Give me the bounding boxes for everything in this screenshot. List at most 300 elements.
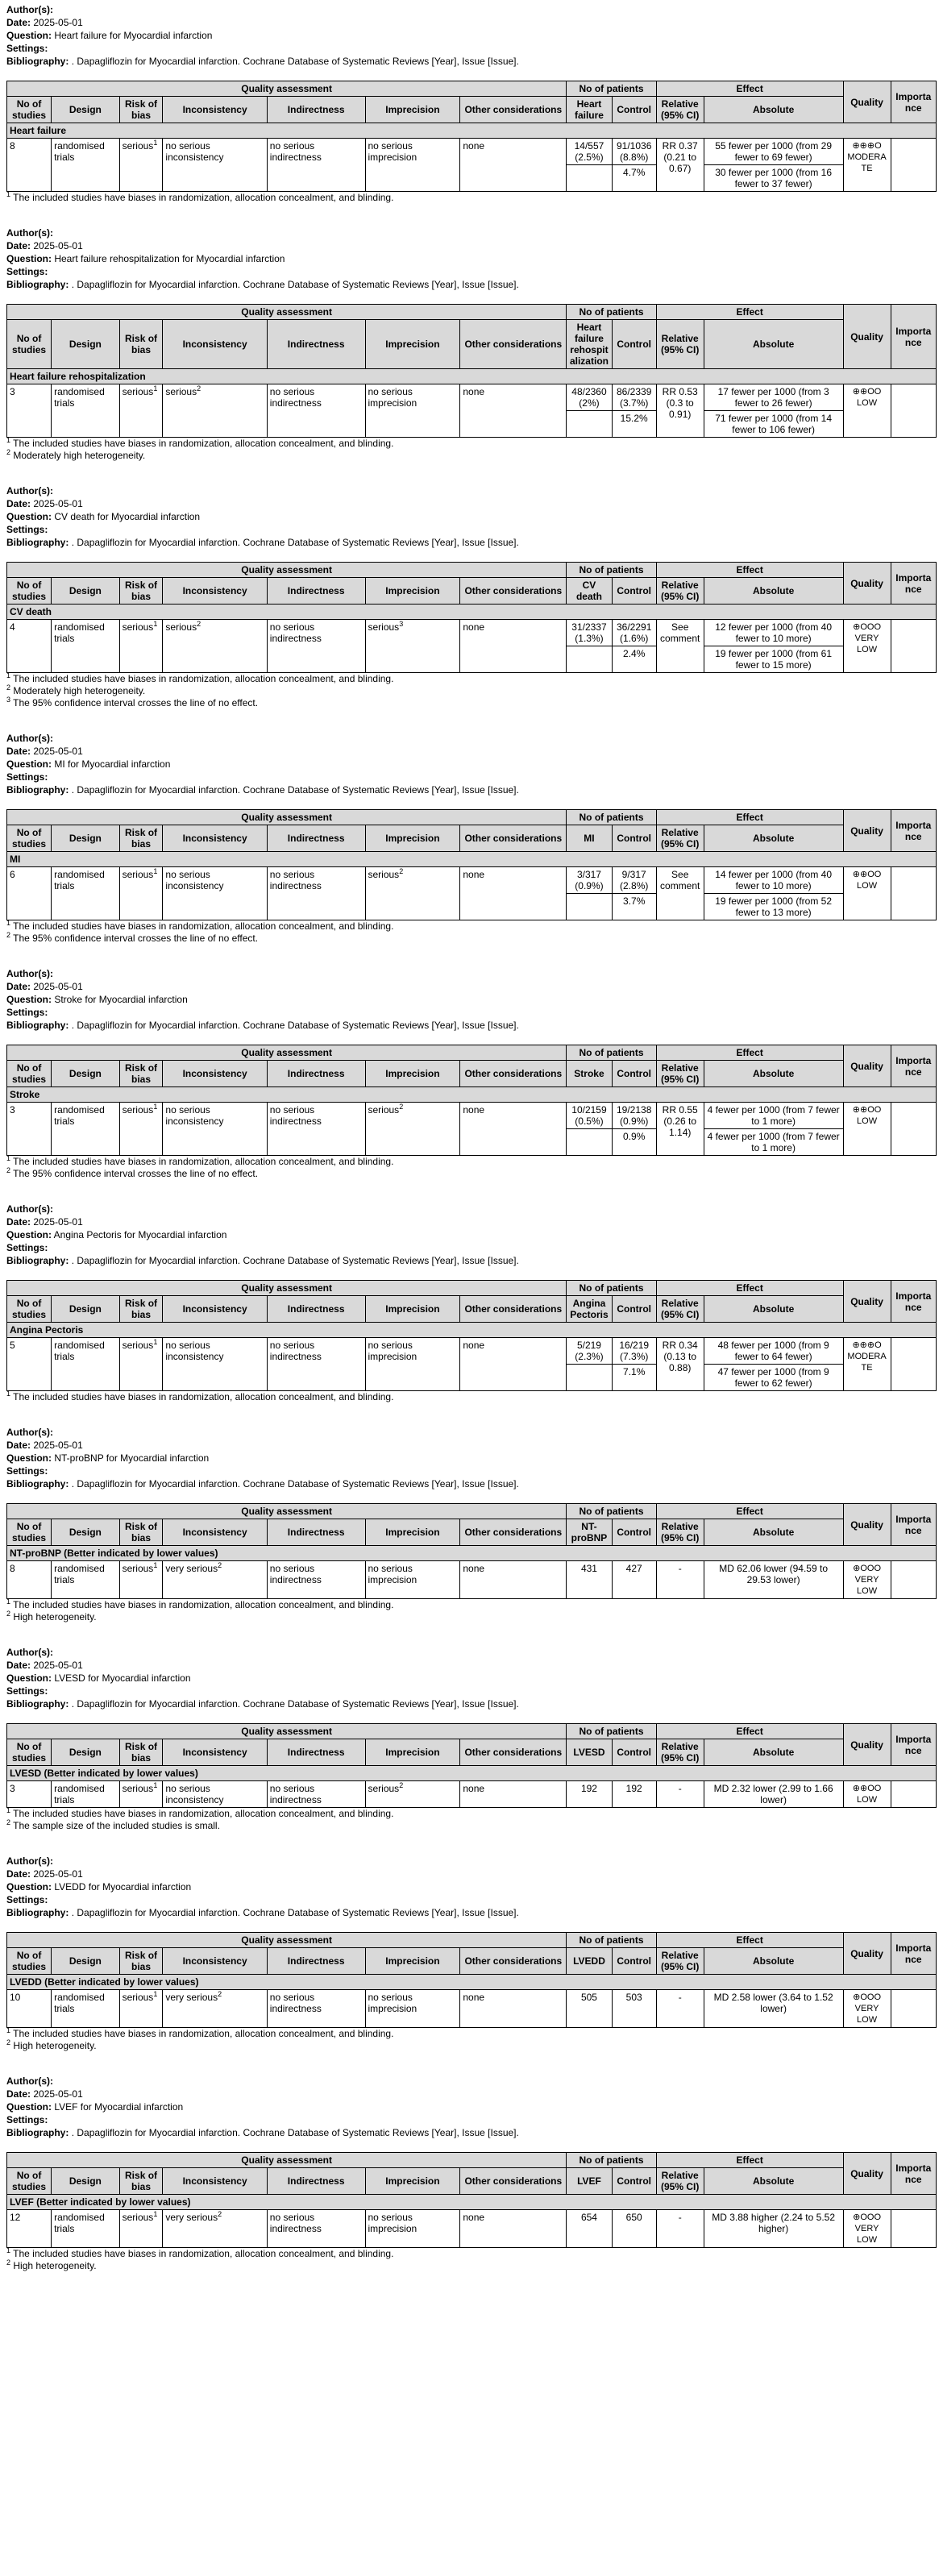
- no-of-patients-header: No of patients: [567, 1045, 656, 1061]
- imprecision-value: serious: [368, 621, 400, 633]
- author-label: Author(s):: [6, 1855, 53, 1867]
- quality-assessment-header: Quality assessment: [7, 1504, 567, 1519]
- footnote-number: 1: [6, 1154, 11, 1162]
- question-line: [6, 252, 937, 265]
- intervention-header: Heart failure: [567, 97, 612, 123]
- indirectness-header: Indirectness: [267, 97, 365, 123]
- settings-line: [6, 1465, 937, 1477]
- indirectness-header: Indirectness: [267, 1296, 365, 1323]
- control-baseline-cell: 0.9%: [612, 1129, 656, 1156]
- intervention-header: LVESD: [567, 1739, 612, 1766]
- risk-of-bias-header: Risk of bias: [119, 2168, 163, 2195]
- importance-header: Importance: [891, 305, 936, 369]
- risk-of-bias-header: Risk of bias: [119, 320, 163, 369]
- outcome-name: Heart failure: [7, 123, 937, 139]
- imprecision-header: Imprecision: [365, 1948, 460, 1975]
- settings-line: [6, 42, 937, 55]
- risk-of-bias-cell: [119, 1338, 163, 1391]
- evidence-table: [6, 1503, 937, 1599]
- indirectness-cell: no serious indirectness: [267, 384, 365, 438]
- no-of-studies-header: No of studies: [7, 2168, 52, 2195]
- importance-header: Importance: [891, 563, 936, 605]
- imprecision-cell: [365, 1103, 460, 1156]
- relative-cell: See comment: [656, 620, 704, 673]
- absolute-header: Absolute: [704, 97, 843, 123]
- section-meta: [6, 1203, 937, 1267]
- design-header: Design: [52, 1948, 120, 1975]
- data-row: [7, 1561, 937, 1599]
- inconsistency-cell: [163, 1561, 267, 1599]
- no-of-patients-header: No of patients: [567, 563, 656, 578]
- header-row-columns: [7, 1948, 937, 1975]
- control-baseline-cell: 3.7%: [612, 894, 656, 920]
- absolute-cell: 48 fewer per 1000 (from 9 fewer to 64 fewer): [704, 1338, 843, 1365]
- absolute-header: Absolute: [704, 578, 843, 605]
- bibliography-label: Bibliography:: [6, 784, 69, 796]
- outcome-row: [7, 369, 937, 384]
- studies-cell: 12: [7, 2210, 52, 2248]
- importance-header: Importance: [891, 2153, 936, 2195]
- absolute-header: Absolute: [704, 1296, 843, 1323]
- no-of-patients-header: No of patients: [567, 305, 656, 320]
- data-row: [7, 384, 937, 411]
- inconsistency-cell: [163, 1103, 267, 1156]
- evidence-table: [6, 1932, 937, 2028]
- control-cell: 650: [612, 2210, 656, 2248]
- risk-of-bias-value: serious: [122, 1783, 154, 1794]
- footnote-number: 2: [6, 1610, 11, 1618]
- risk-of-bias-header: Risk of bias: [119, 1061, 163, 1087]
- risk-of-bias-value: serious: [122, 1340, 154, 1351]
- control-cell: 9/317 (2.8%): [612, 867, 656, 894]
- imprecision-header: Imprecision: [365, 578, 460, 605]
- date-value: 2025-05-01: [33, 240, 83, 251]
- indirectness-header: Indirectness: [267, 825, 365, 852]
- imprecision-value: no serious imprecision: [368, 1992, 417, 2014]
- footnote-text: The 95% confidence interval crosses the line of no effect.: [13, 1168, 259, 1179]
- absolute-baseline-cell: 71 fewer per 1000 (from 14 fewer to 106 fewer): [704, 411, 843, 438]
- footnote-number: 3: [6, 696, 11, 704]
- no-of-patients-header: No of patients: [567, 2153, 656, 2168]
- risk-of-bias-value: serious: [122, 140, 154, 152]
- date-line: [6, 980, 937, 993]
- risk-of-bias-cell: [119, 1561, 163, 1599]
- control-header: Control: [612, 97, 656, 123]
- date-value: 2025-05-01: [33, 746, 83, 757]
- author-line: [6, 3, 937, 16]
- risk-of-bias-value: serious: [122, 1104, 154, 1116]
- question-value: Heart failure rehospitalization for Myocardial infarction: [54, 253, 285, 264]
- footnote-ref: 1: [153, 1781, 158, 1789]
- date-value: 2025-05-01: [33, 981, 83, 992]
- design-header: Design: [52, 1061, 120, 1087]
- indirectness-header: Indirectness: [267, 578, 365, 605]
- section-meta: [6, 967, 937, 1032]
- other-considerations-cell: none: [460, 1338, 567, 1391]
- footnote-text: The included studies have biases in randomization, allocation concealment, and blinding.: [13, 920, 394, 932]
- bibliography-line: [6, 1019, 937, 1032]
- grade-section: [6, 1203, 937, 1403]
- date-line: [6, 1439, 937, 1452]
- date-line: [6, 16, 937, 29]
- absolute-cell: MD 62.06 lower (94.59 to 29.53 lower): [704, 1561, 843, 1599]
- quality-cell: ⊕OOO VERY LOW: [843, 2210, 891, 2248]
- other-considerations-cell: none: [460, 1781, 567, 1808]
- absolute-header: Absolute: [704, 2168, 843, 2195]
- effect-header: Effect: [656, 810, 843, 825]
- quality-assessment-header: Quality assessment: [7, 1281, 567, 1296]
- date-line: [6, 2088, 937, 2100]
- author-label: Author(s):: [6, 485, 53, 497]
- imprecision-cell: [365, 620, 460, 673]
- no-of-studies-header: No of studies: [7, 578, 52, 605]
- footnote-text: The included studies have biases in randomization, allocation concealment, and blinding.: [13, 1808, 394, 1819]
- bibliography-value: . Dapagliflozin for Myocardial infarction. Cochrane Database of Systematic Reviews [Year], Issue [Issue].: [71, 1478, 519, 1490]
- studies-cell: 3: [7, 1781, 52, 1808]
- inconsistency-header: Inconsistency: [163, 1948, 267, 1975]
- absolute-cell: MD 3.88 higher (2.24 to 5.52 higher): [704, 2210, 843, 2248]
- effect-header: Effect: [656, 305, 843, 320]
- quality-cell: ⊕OOO VERY LOW: [843, 1561, 891, 1599]
- footnote-ref: 1: [153, 1561, 158, 1569]
- footnote-text: The sample size of the included studies is small.: [13, 1820, 220, 1831]
- footnote-ref: 1: [153, 620, 158, 628]
- no-of-studies-header: No of studies: [7, 1061, 52, 1087]
- quality-cell: ⊕⊕OO LOW: [843, 384, 891, 438]
- indirectness-cell: no serious indirectness: [267, 2210, 365, 2248]
- evidence-table: [6, 1280, 937, 1391]
- date-line: [6, 1868, 937, 1880]
- quality-header: Quality: [843, 305, 891, 369]
- control-cell: 86/2339 (3.7%): [612, 384, 656, 411]
- grade-section: [6, 2075, 937, 2272]
- control-cell: 192: [612, 1781, 656, 1808]
- other-considerations-header: Other considerations: [460, 2168, 567, 2195]
- header-row-columns: [7, 320, 937, 369]
- importance-cell: [891, 139, 936, 192]
- data-row: [7, 1781, 937, 1808]
- indirectness-header: Indirectness: [267, 1948, 365, 1975]
- importance-cell: [891, 620, 936, 673]
- indirectness-cell: no serious indirectness: [267, 867, 365, 920]
- question-line: [6, 29, 937, 42]
- risk-of-bias-cell: [119, 620, 163, 673]
- footnote: [6, 1611, 937, 1623]
- control-baseline-cell: 7.1%: [612, 1365, 656, 1391]
- question-value: LVEDD for Myocardial infarction: [54, 1881, 192, 1893]
- outcome-row: [7, 2195, 937, 2210]
- imprecision-header: Imprecision: [365, 97, 460, 123]
- intervention-cell: 48/2360 (2%): [567, 384, 612, 411]
- inconsistency-cell: [163, 1338, 267, 1391]
- inconsistency-value: no serious inconsistency: [165, 1783, 224, 1805]
- imprecision-cell: [365, 1781, 460, 1808]
- intervention-header: Stroke: [567, 1061, 612, 1087]
- settings-label: Settings:: [6, 771, 48, 783]
- header-row-columns: [7, 1519, 937, 1546]
- no-of-patients-header: No of patients: [567, 810, 656, 825]
- studies-cell: 5: [7, 1338, 52, 1391]
- risk-of-bias-header: Risk of bias: [119, 1296, 163, 1323]
- date-label: Date:: [6, 240, 31, 251]
- control-header: Control: [612, 1948, 656, 1975]
- settings-label: Settings:: [6, 1007, 48, 1018]
- intervention-cell-empty: [567, 646, 612, 673]
- inconsistency-header: Inconsistency: [163, 320, 267, 369]
- relative-cell: RR 0.55 (0.26 to 1.14): [656, 1103, 704, 1156]
- bibliography-value: . Dapagliflozin for Myocardial infarction. Cochrane Database of Systematic Reviews [Year], Issue [Issue].: [71, 56, 519, 67]
- indirectness-header: Indirectness: [267, 1739, 365, 1766]
- absolute-baseline-cell: 30 fewer per 1000 (from 16 fewer to 37 fewer): [704, 165, 843, 192]
- intervention-cell-empty: [567, 165, 612, 192]
- question-line: [6, 510, 937, 523]
- inconsistency-header: Inconsistency: [163, 97, 267, 123]
- risk-of-bias-header: Risk of bias: [119, 578, 163, 605]
- effect-header: Effect: [656, 1045, 843, 1061]
- control-baseline-cell: 4.7%: [612, 165, 656, 192]
- quality-cell: ⊕OOO VERY LOW: [843, 1990, 891, 2028]
- bibliography-label: Bibliography:: [6, 1255, 69, 1266]
- footnote: [6, 673, 937, 685]
- section-meta: [6, 1646, 937, 1710]
- absolute-cell: 17 fewer per 1000 (from 3 fewer to 26 fewer): [704, 384, 843, 411]
- imprecision-header: Imprecision: [365, 1519, 460, 1546]
- imprecision-value: serious: [368, 869, 400, 880]
- other-considerations-cell: none: [460, 139, 567, 192]
- settings-line: [6, 1241, 937, 1254]
- indirectness-cell: no serious indirectness: [267, 1338, 365, 1391]
- evidence-table: [6, 1723, 937, 1808]
- control-cell: 503: [612, 1990, 656, 2028]
- inconsistency-header: Inconsistency: [163, 1296, 267, 1323]
- footnote-text: Moderately high heterogeneity.: [13, 450, 146, 461]
- design-header: Design: [52, 1519, 120, 1546]
- imprecision-header: Imprecision: [365, 320, 460, 369]
- other-considerations-header: Other considerations: [460, 97, 567, 123]
- question-line: [6, 1672, 937, 1685]
- data-row: [7, 1990, 937, 2028]
- risk-of-bias-value: serious: [122, 869, 154, 880]
- outcome-row: [7, 1975, 937, 1990]
- other-considerations-header: Other considerations: [460, 578, 567, 605]
- question-line: [6, 1452, 937, 1465]
- bibliography-value: . Dapagliflozin for Myocardial infarction. Cochrane Database of Systematic Reviews [Year], Issue [Issue].: [71, 1907, 519, 1918]
- inconsistency-header: Inconsistency: [163, 1061, 267, 1087]
- section-meta: [6, 732, 937, 796]
- evidence-table: [6, 809, 937, 920]
- intervention-header: LVEDD: [567, 1948, 612, 1975]
- design-header: Design: [52, 2168, 120, 2195]
- absolute-header: Absolute: [704, 1739, 843, 1766]
- bibliography-value: . Dapagliflozin for Myocardial infarction. Cochrane Database of Systematic Reviews [Year], Issue [Issue].: [71, 279, 519, 290]
- bibliography-line: [6, 278, 937, 291]
- indirectness-cell: no serious indirectness: [267, 1781, 365, 1808]
- quality-assessment-header: Quality assessment: [7, 305, 567, 320]
- header-row-groups: [7, 563, 937, 578]
- design-header: Design: [52, 320, 120, 369]
- footnote-number: 2: [6, 683, 11, 692]
- footnote-ref: 1: [153, 1990, 158, 1998]
- importance-cell: [891, 2210, 936, 2248]
- footnote-ref: 2: [218, 1561, 222, 1569]
- header-row-groups: [7, 1281, 937, 1296]
- absolute-baseline-cell: 47 fewer per 1000 (from 9 fewer to 62 fewer): [704, 1365, 843, 1391]
- question-label: Question:: [6, 2101, 52, 2113]
- date-value: 2025-05-01: [33, 17, 83, 28]
- inconsistency-cell: [163, 620, 267, 673]
- header-row-columns: [7, 1061, 937, 1087]
- risk-of-bias-header: Risk of bias: [119, 825, 163, 852]
- footnote-text: The included studies have biases in randomization, allocation concealment, and blinding.: [13, 673, 394, 684]
- grade-section: [6, 1855, 937, 2052]
- bibliography-value: . Dapagliflozin for Myocardial infarction. Cochrane Database of Systematic Reviews [Year], Issue [Issue].: [71, 537, 519, 548]
- absolute-cell: 4 fewer per 1000 (from 7 fewer to 1 more): [704, 1103, 843, 1129]
- footnote-ref: 1: [153, 1338, 158, 1346]
- outcome-name: Heart failure rehospitalization: [7, 369, 937, 384]
- absolute-cell: 14 fewer per 1000 (from 40 fewer to 10 more): [704, 867, 843, 894]
- settings-line: [6, 1685, 937, 1697]
- footnote-text: The 95% confidence interval crosses the line of no effect.: [13, 933, 259, 944]
- bibliography-line: [6, 55, 937, 68]
- question-line: [6, 993, 937, 1006]
- footnote-number: 1: [6, 2246, 11, 2254]
- settings-label: Settings:: [6, 1465, 48, 1477]
- risk-of-bias-header: Risk of bias: [119, 97, 163, 123]
- bibliography-line: [6, 1697, 937, 1710]
- author-label: Author(s):: [6, 227, 53, 239]
- question-value: Angina Pectoris for Myocardial infarction: [53, 1229, 227, 1240]
- grade-section: [6, 732, 937, 945]
- quality-header: Quality: [843, 1724, 891, 1766]
- question-label: Question:: [6, 511, 52, 522]
- importance-header: Importance: [891, 1281, 936, 1323]
- other-considerations-header: Other considerations: [460, 1948, 567, 1975]
- control-cell: 427: [612, 1561, 656, 1599]
- date-label: Date:: [6, 17, 31, 28]
- importance-cell: [891, 384, 936, 438]
- footnote-text: High heterogeneity.: [13, 2260, 97, 2271]
- quality-header: Quality: [843, 1281, 891, 1323]
- importance-cell: [891, 1338, 936, 1391]
- importance-cell: [891, 867, 936, 920]
- settings-line: [6, 1006, 937, 1019]
- date-label: Date:: [6, 1660, 31, 1671]
- relative-header: Relative (95% CI): [656, 320, 704, 369]
- quality-header: Quality: [843, 81, 891, 123]
- grade-section: [6, 967, 937, 1180]
- question-value: Stroke for Myocardial infarction: [54, 994, 188, 1005]
- outcome-name: MI: [7, 852, 937, 867]
- other-considerations-header: Other considerations: [460, 1296, 567, 1323]
- footnote: [6, 920, 937, 933]
- grade-section: [6, 1426, 937, 1623]
- bibliography-value: . Dapagliflozin for Myocardial infarction. Cochrane Database of Systematic Reviews [Year], Issue [Issue].: [71, 784, 519, 796]
- inconsistency-value: very serious: [165, 1992, 218, 2003]
- bibliography-label: Bibliography:: [6, 1698, 69, 1710]
- studies-cell: 3: [7, 384, 52, 438]
- footnote-number: 2: [6, 2258, 11, 2266]
- relative-header: Relative (95% CI): [656, 1061, 704, 1087]
- quality-cell: ⊕⊕⊕O MODERATE: [843, 139, 891, 192]
- data-row: [7, 867, 937, 894]
- footnote-number: 1: [6, 190, 11, 198]
- bibliography-line: [6, 783, 937, 796]
- author-line: [6, 484, 937, 497]
- quality-cell: ⊕OOO VERY LOW: [843, 620, 891, 673]
- footnote-number: 1: [6, 671, 11, 679]
- question-value: LVEF for Myocardial infarction: [54, 2101, 184, 2113]
- bibliography-label: Bibliography:: [6, 2127, 69, 2138]
- importance-cell: [891, 1561, 936, 1599]
- design-cell: randomised trials: [52, 139, 120, 192]
- imprecision-value: no serious imprecision: [368, 140, 417, 163]
- quality-assessment-header: Quality assessment: [7, 563, 567, 578]
- outcome-row: [7, 1087, 937, 1103]
- evidence-table: [6, 2152, 937, 2248]
- control-header: Control: [612, 1519, 656, 1546]
- outcome-name: LVEDD (Better indicated by lower values): [7, 1975, 937, 1990]
- inconsistency-cell: [163, 1781, 267, 1808]
- bibliography-label: Bibliography:: [6, 1020, 69, 1031]
- intervention-header: CV death: [567, 578, 612, 605]
- no-of-studies-header: No of studies: [7, 320, 52, 369]
- relative-cell: RR 0.37 (0.21 to 0.67): [656, 139, 704, 192]
- relative-cell: RR 0.34 (0.13 to 0.88): [656, 1338, 704, 1391]
- importance-header: Importance: [891, 1933, 936, 1975]
- footnote-ref: 1: [153, 384, 158, 393]
- absolute-baseline-cell: 19 fewer per 1000 (from 61 fewer to 15 more): [704, 646, 843, 673]
- bibliography-value: . Dapagliflozin for Myocardial infarction. Cochrane Database of Systematic Reviews [Year], Issue [Issue].: [71, 1255, 519, 1266]
- footnote: [6, 1820, 937, 1832]
- design-header: Design: [52, 1739, 120, 1766]
- control-baseline-cell: 15.2%: [612, 411, 656, 438]
- other-considerations-cell: none: [460, 1990, 567, 2028]
- bibliography-line: [6, 1906, 937, 1919]
- date-line: [6, 745, 937, 758]
- bibliography-line: [6, 2126, 937, 2139]
- date-value: 2025-05-01: [33, 1216, 83, 1228]
- importance-header: Importance: [891, 1045, 936, 1087]
- footnote-text: The included studies have biases in randomization, allocation concealment, and blinding.: [13, 1599, 394, 1610]
- settings-line: [6, 771, 937, 783]
- outcome-name: Stroke: [7, 1087, 937, 1103]
- quality-header: Quality: [843, 2153, 891, 2195]
- outcome-row: [7, 1323, 937, 1338]
- author-label: Author(s):: [6, 1647, 53, 1658]
- other-considerations-header: Other considerations: [460, 320, 567, 369]
- imprecision-header: Imprecision: [365, 1061, 460, 1087]
- bibliography-line: [6, 1477, 937, 1490]
- quality-assessment-header: Quality assessment: [7, 2153, 567, 2168]
- data-row: [7, 1338, 937, 1365]
- control-baseline-cell: 2.4%: [612, 646, 656, 673]
- bibliography-label: Bibliography:: [6, 1478, 69, 1490]
- grade-section: [6, 1646, 937, 1832]
- risk-of-bias-cell: [119, 384, 163, 438]
- header-row-columns: [7, 2168, 937, 2195]
- quality-header: Quality: [843, 563, 891, 605]
- footnote-text: The included studies have biases in randomization, allocation concealment, and blinding.: [13, 2028, 394, 2039]
- no-of-patients-header: No of patients: [567, 1504, 656, 1519]
- intervention-cell: 192: [567, 1781, 612, 1808]
- quality-header: Quality: [843, 810, 891, 852]
- footnote-ref: 1: [153, 1103, 158, 1111]
- author-label: Author(s):: [6, 4, 53, 15]
- header-row-columns: [7, 1739, 937, 1766]
- inconsistency-value: very serious: [165, 1563, 218, 1574]
- question-value: LVESD for Myocardial infarction: [54, 1672, 191, 1684]
- data-row: [7, 2210, 937, 2248]
